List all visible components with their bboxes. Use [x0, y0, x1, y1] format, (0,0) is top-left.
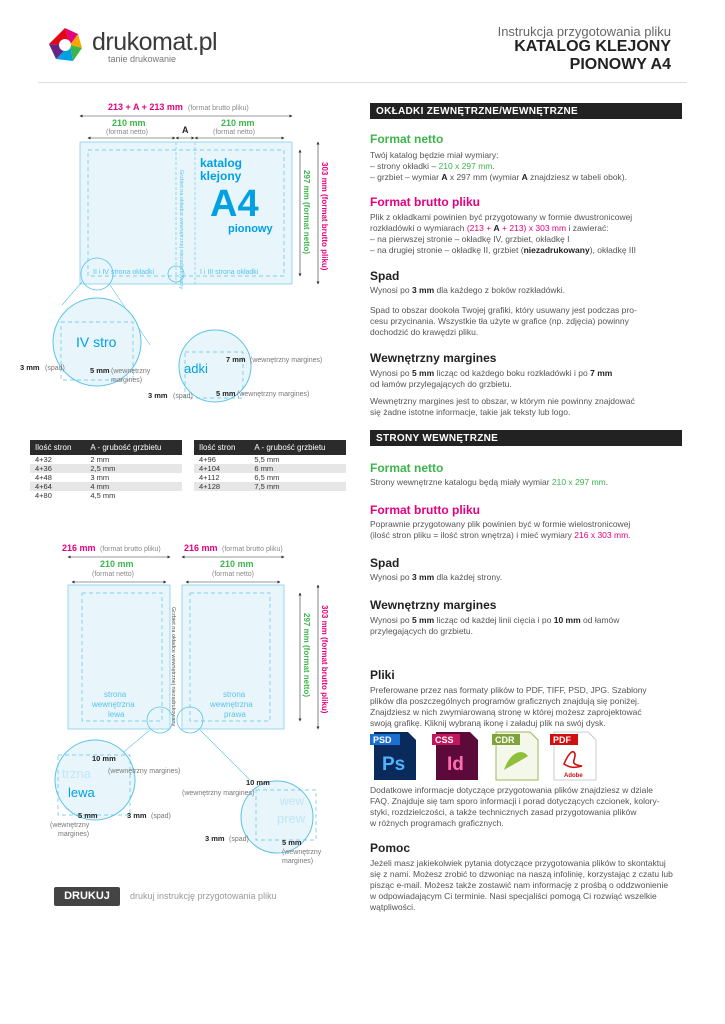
- d2-left-label1: strona: [104, 690, 127, 699]
- inner-spad-heading: Spad: [370, 556, 400, 570]
- d1-zoom2-text: adki: [184, 361, 208, 376]
- d1-m3-note: (wewnętrzny margines): [237, 391, 310, 398]
- d1-right-width: 210 mm: [221, 118, 255, 128]
- d2-spad-b: 3 mm: [205, 834, 225, 843]
- d2-left-width: 210 mm: [100, 559, 134, 569]
- inner-brutto-text: Poprawnie przygotowany plik powinien być w formie wielostronicowej (ilość stron pliku = ilość stron wnętrza) i mieć wymiary 216 x 303 mm.: [370, 519, 631, 540]
- d1-m2-note: (wewnętrzny margines): [250, 357, 323, 364]
- section-inner-pages: STRONY WEWNĘTRZNE: [370, 430, 682, 446]
- svg-text:CSS: CSS: [435, 735, 454, 745]
- files-faq-text: Dodatkowe informacje dotyczące przygotowania plików znajdziesz w dziale FAQ. Znajduje się tam sporo informacji i porad dotyczących czcionek, kolory- styki, rozdzielczości, a także technicznych zasad przygotowania plików w różnych programach graficznych.: [370, 785, 660, 828]
- d2-right-label3: prawa: [224, 710, 246, 719]
- d2-zoomR-text2: wew: [280, 794, 305, 808]
- d1-big-a4: A4: [210, 183, 259, 225]
- d1-height-netto: 297 mm (format netto): [302, 170, 311, 255]
- d2-right-label2: wewnętrzna: [210, 700, 253, 709]
- d2-m5a-note1: (wewnętrzny: [50, 822, 90, 829]
- table-row: 4+112 6,5 mm: [199, 473, 280, 482]
- covers-netto-text: Twój katalog będzie miał wymiary: – strony okładki – 210 x 297 mm. – grzbiet – wymiar A x 297 mm (wymiar A znajdziesz w tabeli obok).: [370, 150, 627, 182]
- d2-left-total: 216 mm: [62, 543, 96, 553]
- d1-title3: pionowy: [228, 223, 273, 235]
- d2-m5a: 5 mm: [78, 811, 98, 820]
- d2-spad-b-word: (spad): [229, 836, 249, 843]
- d1-left-label: II i IV strona okładki: [93, 269, 155, 276]
- header-title-line1: KATALOG KLEJONY: [514, 38, 671, 55]
- header-divider: [38, 82, 687, 83]
- covers-spad-heading: Spad: [370, 269, 400, 283]
- inner-brutto-heading: Format brutto pliku: [370, 503, 480, 517]
- file-icons-row: [370, 730, 610, 782]
- indesign-file-icon[interactable]: [432, 732, 478, 780]
- psd-file-icon[interactable]: [370, 732, 416, 780]
- d2-spad-a-word: (spad): [151, 813, 171, 820]
- svg-text:Ps: Ps: [382, 754, 406, 775]
- d1-spad1: 3 mm: [20, 363, 40, 372]
- d2-right-total: 216 mm: [184, 543, 218, 553]
- table-row: 4+104 6 mm: [194, 464, 346, 473]
- covers-margin-text: Wynosi po 5 mm licząc od każdego boku rozkładówki i po 7 mm od łamów przylegających do grzbietu. Wewnętrzny margines jest to obszar, w którym nie powinny znajdować się żadne istotne informacje, takie jak teksty lub logo.: [370, 368, 635, 417]
- table-row: 4+36 2,5 mm: [30, 464, 182, 473]
- covers-brutto-text: Plik z okładkami powinien być przygotowany w formie dwustronicowej rozkładówki o wymiarach (213 + A + 213) x 303 mm i zawierać: – na pierwszej stronie – okładkę IV, grzbiet, okładkę I – na drugiej stronie – okładkę II, grzbiet (niezadrukowany), okładkę III: [370, 212, 637, 255]
- cdr-file-icon[interactable]: [492, 732, 538, 780]
- section-covers: OKŁADKI ZEWNĘTRZNE/WEWNĘTRZNE: [370, 103, 682, 119]
- drukomat-logo-icon: [46, 26, 84, 64]
- d2-zoomL-text: lewa: [68, 785, 95, 800]
- d2-left-width-note: (format netto): [92, 571, 135, 578]
- d1-right-label: I i III strona okładki: [200, 269, 259, 276]
- d1-m2: 7 mm: [226, 355, 246, 364]
- d1-m3: 5 mm: [216, 389, 236, 398]
- d2-spine-text: Grzbiet na okładce wewnętrznej niezadrukowany: [170, 607, 176, 727]
- spine-table-right: [194, 440, 346, 491]
- d1-m1-note: (wewnętrzny: [111, 368, 151, 375]
- help-text: Jeżeli masz jakiekolwiek pytania dotyczące przygotowania plików to skontaktuj się z nami. Możesz zrobić to dzwoniąc na naszą infolinię, korzystając z czatu lub pisząc e-mail. Możesz także zostawić nam informację z prośbą o oddzwonienie w odpowiadającym Ci terminie. Nasi specjaliści pomogą Ci rozwiąć wszelkie wątpliwości.: [370, 858, 673, 912]
- help-heading: Pomoc: [370, 841, 411, 855]
- table-row: 4+32 2 mm: [35, 455, 110, 464]
- covers-spad-text: Wynosi po 3 mm dla każdego z boków rozkładówki. Spad to obszar dookoła Twojej grafiki, który usuwany jest podczas pro- cesu przycinania. Wszystkie tła użyte w grafice (np. zdjęcia) powinny dochodzić do krawędzi pliku.: [370, 285, 637, 337]
- d2-right-total-note: (format brutto pliku): [222, 546, 283, 553]
- svg-text:CDR: CDR: [495, 735, 515, 745]
- inner-margin-heading: Wewnętrzny margines: [370, 598, 497, 612]
- print-link[interactable]: drukuj instrukcję przygotowania pliku: [130, 891, 277, 901]
- table-header-pages: Ilość stron: [194, 440, 249, 455]
- table-row: 4+80 4,5 mm: [35, 491, 116, 500]
- d1-spine-label: A: [182, 125, 189, 135]
- table-header-pages: Ilość stron: [30, 440, 85, 455]
- header-subtitle: Instrukcja przygotowania pliku: [497, 24, 671, 39]
- logo-name: drukomat.pl: [92, 28, 218, 56]
- svg-text:PSD: PSD: [373, 735, 392, 745]
- header-title-line2: PIONOWY A4: [569, 56, 671, 73]
- d1-title2: klejony: [200, 169, 242, 183]
- inner-spad-text: Wynosi po 3 mm dla każdej strony.: [370, 572, 503, 582]
- d2-left-total-note: (format brutto pliku): [100, 546, 161, 553]
- table-row: 4+128 7,5 mm: [194, 482, 346, 491]
- table-row: 4+64 4 mm: [30, 482, 182, 491]
- table-header-spine: A - grubość grzbietu: [85, 440, 182, 455]
- d2-m10b-note: (wewnętrzny margines): [182, 790, 255, 797]
- d1-spad2: 3 mm: [148, 391, 168, 400]
- table-row: 4+96 5,5 mm: [199, 455, 280, 464]
- svg-text:Adobe: Adobe: [564, 773, 583, 779]
- d1-left-width: 210 mm: [112, 118, 146, 128]
- d1-total-note: (format brutto pliku): [188, 105, 249, 112]
- inner-pages-diagram: [0, 535, 365, 870]
- d2-m5a-note2: margines): [58, 831, 90, 838]
- d1-total: 213 + A + 213 mm: [108, 102, 183, 112]
- d2-spad-a: 3 mm: [127, 811, 147, 820]
- d1-height-brutto: 303 mm (format brutto pliku): [320, 162, 329, 271]
- inner-netto-text: Strony wewnętrzne katalogu będą miały wymiar 210 x 297 mm.: [370, 477, 609, 487]
- d2-zoomL-text2: trzna: [62, 766, 91, 781]
- d2-m10b: 10 mm: [246, 778, 270, 787]
- d1-right-note: (format netto): [213, 129, 256, 136]
- d2-m5b-note2: margines): [282, 858, 314, 865]
- d2-m10a-note: (wewnętrzny margines): [108, 768, 181, 775]
- inner-margin-text: Wynosi po 5 mm licząc od każdej linii cięcia i po 10 mm od łamów przylegających do grzbietu.: [370, 615, 620, 636]
- d2-right-width-note: (format netto): [212, 571, 255, 578]
- d1-title1: katalog: [200, 156, 243, 170]
- covers-netto-heading: Format netto: [370, 132, 444, 146]
- d2-right-width: 210 mm: [220, 559, 254, 569]
- files-heading: Pliki: [370, 668, 395, 682]
- d2-height-netto: 297 mm (format netto): [302, 613, 311, 698]
- d1-zoom1-text: IV stro: [76, 334, 117, 350]
- covers-brutto-heading: Format brutto pliku: [370, 195, 480, 209]
- d2-right-label1: strona: [223, 690, 246, 699]
- d2-height-brutto: 303 mm (format brutto pliku): [320, 605, 329, 714]
- d2-left-label2: wewnętrzna: [92, 700, 135, 709]
- logo-tagline: tanie drukowanie: [108, 54, 177, 64]
- table-row: 4+48 3 mm: [35, 473, 110, 482]
- files-text: Preferowane przez nas formaty plików to PDF, TIFF, PSD, JPG. Szablony plików dla poszczególnych programów graficznych znajdują się poniżej. Znajdziesz w nich zwymiarowaną stronę w której możesz zaprojektować swoją grafikę. Kliknij wybraną ikonę i załaduj plik na swój dysk.: [370, 685, 647, 728]
- d2-m10a: 10 mm: [92, 754, 116, 763]
- d1-spine-text: Grzbiet na okładce wewnętrznej niezadrukowany: [178, 170, 184, 290]
- covers-margin-heading: Wewnętrzny margines: [370, 351, 497, 365]
- d1-left-note: (format netto): [106, 129, 149, 136]
- inner-netto-heading: Format netto: [370, 461, 444, 475]
- d2-m5b: 5 mm: [282, 838, 302, 847]
- spine-table-left: [30, 440, 182, 500]
- print-button[interactable]: DRUKUJ: [54, 887, 120, 906]
- d1-m1: 5 mm: [90, 366, 110, 375]
- d1-spad1-word: (spad): [45, 365, 65, 372]
- pdf-file-icon[interactable]: [550, 732, 596, 780]
- d1-spad2-word: (spad): [173, 393, 193, 400]
- table-header-spine: A - grubość grzbietu: [249, 440, 346, 455]
- d2-m5b-note1: (wewnętrzny: [282, 849, 322, 856]
- d2-zoomR-text: prew: [277, 811, 306, 826]
- svg-text:Id: Id: [447, 754, 464, 775]
- d1-m1-note2: margines): [111, 377, 143, 384]
- svg-text:PDF: PDF: [553, 735, 571, 745]
- d2-left-label3: lewa: [108, 710, 125, 719]
- cover-diagram: [0, 90, 365, 420]
